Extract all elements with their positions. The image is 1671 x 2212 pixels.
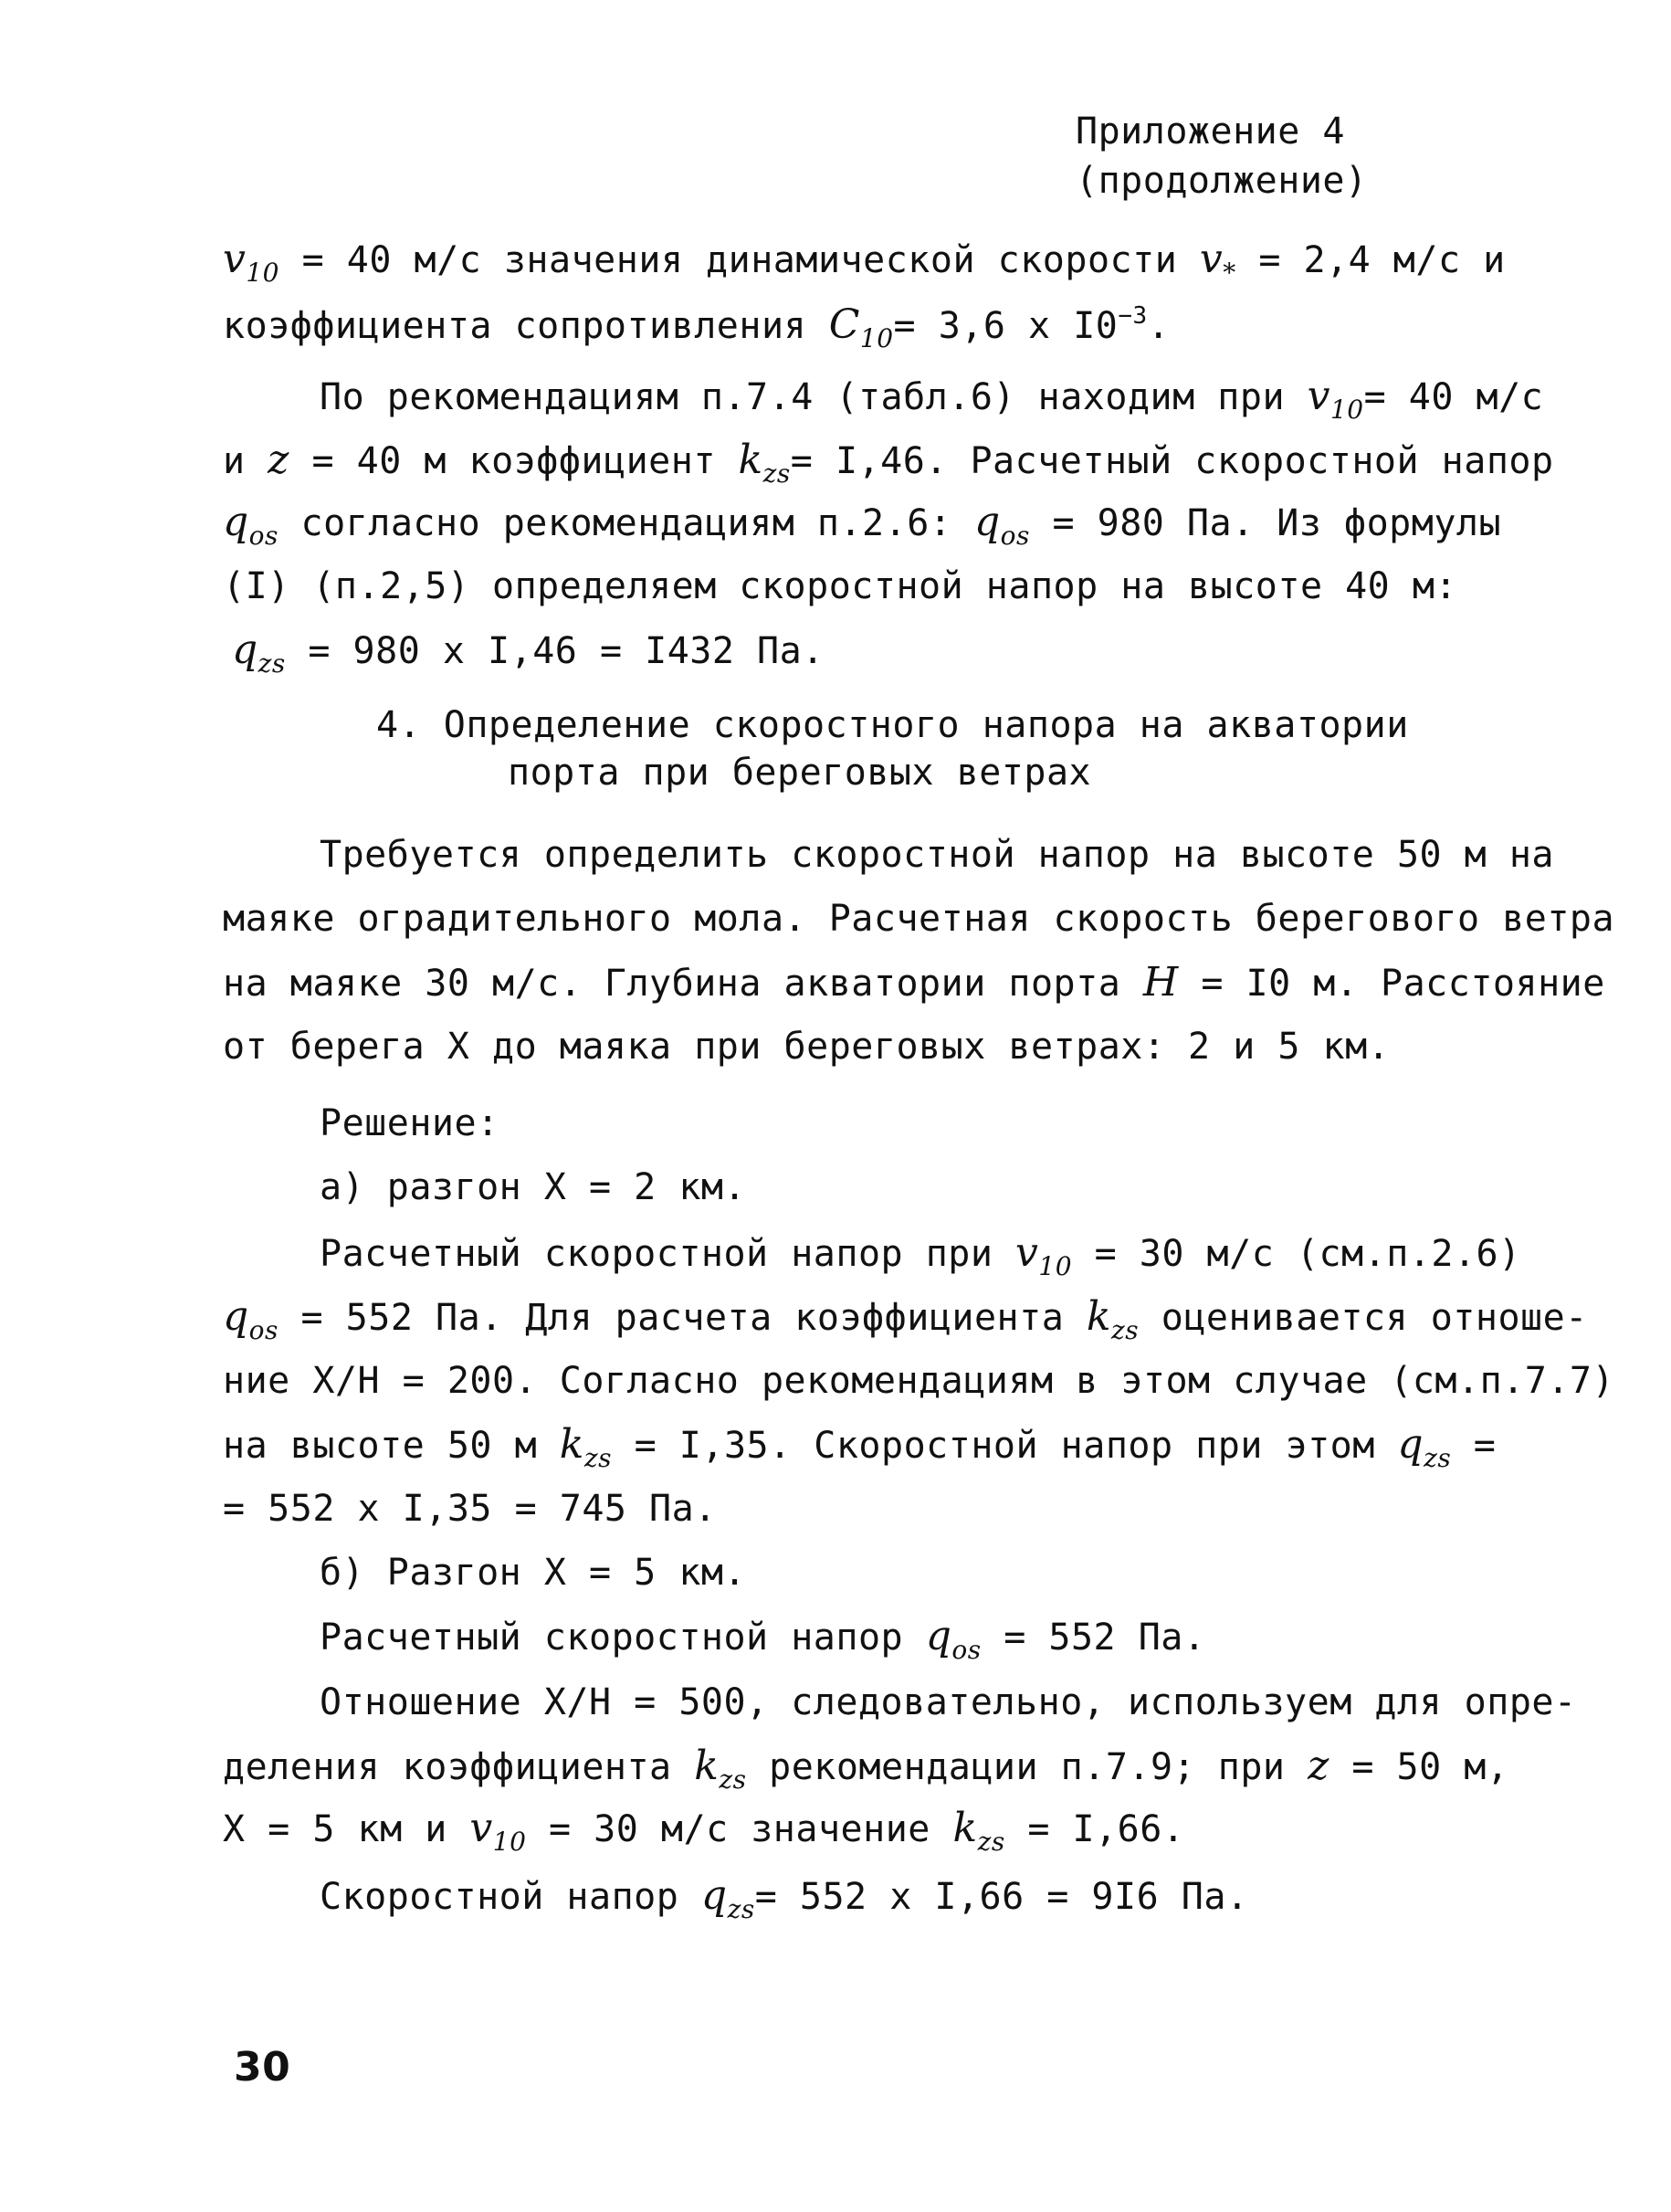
kzs-subscript: zs bbox=[762, 458, 791, 489]
case-a-line-2 bbox=[223, 1293, 1588, 1345]
kzs-symbol: k bbox=[1086, 1293, 1112, 1340]
case-b-line-4-text-c: = I,66. bbox=[1004, 1808, 1185, 1850]
kzs-symbol: k bbox=[694, 1743, 720, 1789]
case-a-line-2-text-a: = 552 Па. Для расчета коэффициента bbox=[278, 1297, 1087, 1339]
v10-subscript: 10 bbox=[1038, 1251, 1073, 1281]
case-b-line-2: Отношение Х/Н = 500, следовательно, используем для опре- bbox=[320, 1681, 1577, 1723]
page-number: 30 bbox=[234, 2044, 291, 2091]
v10-symbol: v bbox=[223, 236, 247, 282]
qos-subscript: os bbox=[248, 521, 278, 551]
qos-symbol-2: q bbox=[973, 499, 1001, 545]
v10-symbol: v bbox=[1015, 1229, 1039, 1276]
case-a-line-3: ние Х/Н = 200. Согласно рекомендациям в этом случае (см.п.7.7) bbox=[223, 1360, 1615, 1402]
exponent: −3 bbox=[1118, 302, 1148, 330]
qzs-subscript: zs bbox=[257, 648, 286, 679]
qzs-symbol: q bbox=[1397, 1421, 1424, 1468]
kzs-subscript: zs bbox=[1111, 1315, 1140, 1345]
paragraph-1-line-1 bbox=[223, 236, 1506, 288]
paragraph-1-line-2 bbox=[223, 301, 1170, 354]
paragraph-2-line-5-text: = 980 х I,46 = I432 Па. bbox=[285, 630, 825, 672]
z-symbol: z bbox=[268, 437, 289, 483]
qos-subscript: os bbox=[951, 1635, 982, 1665]
paragraph-1-line-2-text-b: = 3,6 х I0 bbox=[893, 305, 1119, 347]
case-a-line-4-text-b: = I,35. Скоростной напор при этом bbox=[612, 1425, 1398, 1467]
c10-subscript: 10 bbox=[859, 323, 894, 353]
paragraph-2-line-2-text-b: = 40 м коэффициент bbox=[289, 440, 739, 482]
qos-subscript-2: os bbox=[1000, 521, 1030, 551]
paragraph-1-text-b: = 2,4 м/с и bbox=[1235, 239, 1506, 281]
case-a-heading: а) разгон Х = 2 км. bbox=[320, 1166, 747, 1208]
v10-subscript: 10 bbox=[246, 258, 279, 288]
paragraph-2-line-2-text-a: и bbox=[223, 440, 268, 482]
kzs-symbol: k bbox=[952, 1805, 978, 1851]
case-a-line-4-text-a: на высоте 50 м bbox=[223, 1425, 560, 1467]
case-b-line-5-text-b: = 552 х I,66 = 9I6 Па. bbox=[754, 1876, 1249, 1918]
case-a-line-4 bbox=[223, 1421, 1496, 1473]
case-a-line-4-text-c: = bbox=[1451, 1425, 1497, 1467]
case-b-line-5 bbox=[320, 1872, 1249, 1924]
kzs-symbol: k bbox=[559, 1421, 584, 1468]
case-b-line-4-text-a: Х = 5 км и bbox=[223, 1808, 470, 1850]
paragraph-2-line-2 bbox=[223, 437, 1554, 489]
case-b-line-1-text-a: Расчетный скоростной напор bbox=[320, 1617, 926, 1659]
paragraph-1-text-a: = 40 м/с значения динамической скорости bbox=[279, 239, 1200, 281]
task-line-2: маяке оградительного мола. Расчетная скорость берегового ветра bbox=[223, 898, 1615, 940]
paragraph-2-line-3-text-b: = 980 Па. Из формулы bbox=[1029, 502, 1502, 544]
qzs-subscript: zs bbox=[727, 1894, 755, 1924]
task-line-4: от берега Х до маяка при береговых ветрах: 2 и 5 км. bbox=[223, 1026, 1391, 1068]
qos-subscript: os bbox=[248, 1315, 278, 1345]
case-b-line-3-text-a: деления коэффициента bbox=[223, 1746, 695, 1788]
case-a-line-2-text-b: оценивается отноше- bbox=[1139, 1297, 1588, 1339]
case-b-heading: б) Разгон Х = 5 км. bbox=[320, 1552, 747, 1594]
case-b-line-5-text-a: Скоростной напор bbox=[320, 1876, 701, 1918]
paragraph-2-line-4: (I) (п.2,5) определяем скоростной напор на высоте 40 м: bbox=[223, 565, 1458, 607]
continuation-label: (продолжение) bbox=[1076, 160, 1368, 202]
paragraph-2-line-3 bbox=[223, 499, 1501, 551]
qos-symbol: q bbox=[223, 1293, 249, 1340]
paragraph-1-line-2-text-c: . bbox=[1147, 305, 1171, 347]
case-b-line-3 bbox=[223, 1743, 1508, 1795]
case-b-line-1-text-b: = 552 Па. bbox=[981, 1617, 1206, 1659]
kzs-subscript: zs bbox=[977, 1827, 1005, 1857]
qzs-symbol: q bbox=[232, 627, 258, 673]
z-symbol: z bbox=[1308, 1743, 1329, 1789]
vstar-subscript: * bbox=[1223, 258, 1236, 288]
case-b-line-4 bbox=[223, 1805, 1184, 1857]
task-line-3-text-a: на маяке 30 м/с. Глубина акватории порта bbox=[223, 963, 1143, 1005]
case-a-line-1 bbox=[320, 1229, 1521, 1281]
kzs-subscript: zs bbox=[583, 1443, 613, 1473]
v10-symbol: v bbox=[1307, 373, 1330, 419]
qzs-symbol: q bbox=[700, 1872, 728, 1919]
v10-subscript: 10 bbox=[492, 1827, 527, 1857]
h-symbol: H bbox=[1142, 959, 1179, 1006]
qos-symbol: q bbox=[925, 1613, 952, 1659]
paragraph-2-line-1-text-b: = 40 м/с bbox=[1363, 376, 1544, 418]
kzs-symbol: k bbox=[738, 437, 763, 483]
paragraph-2-line-1-text-a: По рекомендациям п.7.4 (табл.6) находим при bbox=[320, 376, 1308, 418]
case-a-line-5: = 552 х I,35 = 745 Па. bbox=[223, 1488, 717, 1530]
section-heading-line-1: 4. Определение скоростного напора на акватории bbox=[376, 704, 1409, 746]
paragraph-1-line-2-text-a: коэффициента сопротивления bbox=[223, 305, 829, 347]
qos-symbol: q bbox=[223, 499, 249, 545]
section-heading-line-2: порта при береговых ветрах bbox=[508, 752, 1092, 794]
case-b-line-4-text-b: = 30 м/с значение bbox=[526, 1808, 953, 1850]
paragraph-2-line-2-text-c: = I,46. Расчетный скоростной напор bbox=[790, 440, 1554, 482]
case-a-line-1-text-a: Расчетный скоростной напор при bbox=[320, 1233, 1016, 1275]
case-b-line-3-text-c: = 50 м, bbox=[1329, 1746, 1509, 1788]
solution-title: Решение: bbox=[320, 1102, 499, 1144]
paragraph-2-line-3-text-a: согласно рекомендациям п.2.6: bbox=[278, 502, 974, 544]
task-line-3-text-b: = I0 м. Расстояние bbox=[1178, 963, 1605, 1005]
vstar-symbol: v bbox=[1199, 236, 1224, 282]
task-line-3 bbox=[223, 959, 1605, 1007]
kzs-subscript: zs bbox=[719, 1764, 747, 1795]
case-a-line-1-text-b: = 30 м/с (см.п.2.6) bbox=[1072, 1233, 1521, 1275]
c10-symbol: C bbox=[828, 301, 860, 348]
qzs-subscript: zs bbox=[1424, 1443, 1452, 1473]
v10-symbol: v bbox=[469, 1805, 493, 1851]
appendix-label: Приложение 4 bbox=[1076, 111, 1345, 153]
case-b-line-1 bbox=[320, 1613, 1205, 1665]
v10-subscript: 10 bbox=[1329, 395, 1364, 425]
case-b-line-3-text-b: рекомендации п.7.9; при bbox=[746, 1746, 1308, 1788]
paragraph-2-line-1 bbox=[320, 373, 1543, 425]
task-line-1: Требуется определить скоростной напор на высоте 50 м на bbox=[320, 834, 1555, 876]
paragraph-2-line-5 bbox=[232, 627, 825, 679]
